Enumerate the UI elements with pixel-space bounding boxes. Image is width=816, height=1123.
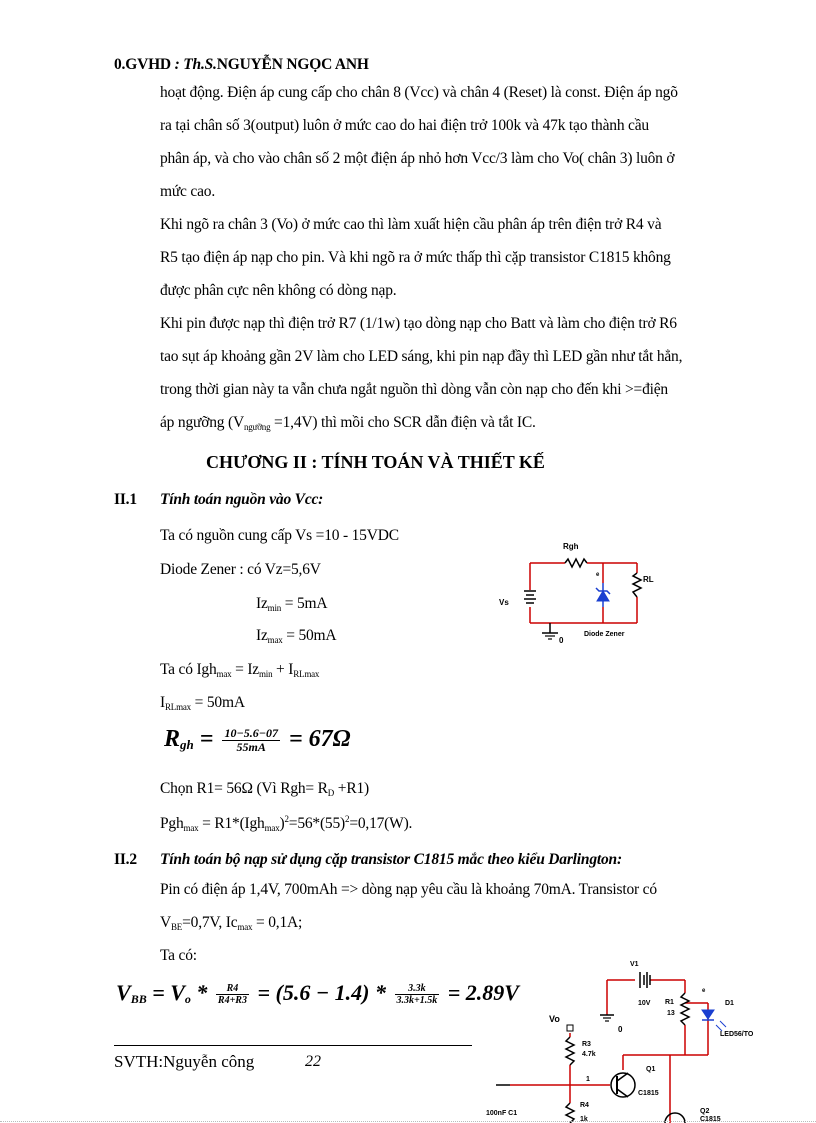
s1-line-1: Ta có nguồn cung cấp Vs =10 - 15VDC — [160, 527, 399, 544]
para3-line-4: áp ngưỡng $(V_{ngưỡng} =1,4V)$ thì mồi cho SCR dẫn điện và tắt IC. — [160, 414, 536, 432]
rgh-formula: $R_{gh}$ = $\frac{10-5.6-07}{55mA}$ = 67Ω — [164, 725, 351, 754]
q2-type: C1815 — [700, 1116, 721, 1123]
section-2-title: Tính toán bộ nạp sử dụng cặp transistor C1815 mắc theo kiểu Darlington: — [160, 851, 622, 868]
vs-label: Vs — [499, 598, 509, 607]
header — [114, 56, 369, 74]
iz-max: $Iz_{max} = 50mA$ — [256, 627, 337, 645]
svg-text:e: e — [596, 572, 600, 578]
igh-equation: Ta có $Igh_{max} = Iz_{min} + I_{RLmax}$ — [160, 661, 320, 679]
svg-text:e: e — [702, 988, 706, 994]
rgh-label: Rgh — [563, 542, 579, 551]
c1-label: 100nF C1 — [486, 1110, 518, 1117]
q1-type: C1815 — [638, 1090, 659, 1097]
para2-line-2: R5 tạo điện áp nạp cho pin. Và khi ngõ ra ở mức thấp thì cặp transistor C1815 không — [160, 249, 671, 266]
q1-label: Q1 — [646, 1066, 656, 1073]
ta-co: Ta có: — [160, 947, 197, 964]
zener-circuit-diagram — [495, 535, 670, 650]
section-1-title: Tính toán nguồn vào Vcc: — [160, 491, 324, 508]
header-title: Th.S. — [183, 56, 217, 73]
s2-line-1: Pin có điện áp 1,4V, 700mAh => dòng nạp yêu cầu là khoảng 70mA. Transistor có — [160, 881, 657, 898]
r1-label: R1 — [665, 999, 674, 1006]
page-number: 22 — [305, 1053, 321, 1070]
r1-value: 13 — [667, 1010, 675, 1017]
diode-zener-label: Diode Zener — [584, 631, 625, 638]
s2-line-2: $V_{BE}=0,7V$, $Ic_{max} = 0,1A$; — [160, 914, 303, 932]
iz-min: $Iz_{min} = 5mA$ — [256, 595, 328, 613]
rl-label: RL — [643, 575, 654, 584]
irl-equation: $I_{RLmax} = 50mA$ — [160, 694, 245, 712]
r4-label: R4 — [580, 1102, 589, 1109]
chon-r1: Chọn R1= 56Ω (Vì $Rgh= R_D +R1$) — [160, 780, 369, 798]
pgh-equation: $Pgh_{max} = R1*(Igh_{max})^2=56*(55)^2=0,17(W)$. — [160, 814, 413, 833]
ground-label-2: 0 — [618, 1025, 623, 1034]
para1-line-4: mức cao. — [160, 183, 215, 200]
para2-line-1: Khi ngõ ra chân 3 (Vo) ở mức cao thì làm xuất hiện cầu phân áp trên điện trở R4 và — [160, 216, 662, 233]
r3-label: R3 — [582, 1041, 591, 1048]
footer-student: SVTH:Nguyễn công — [114, 1052, 255, 1071]
para1-line-3: phân áp, và cho vào chân số 2 một điện áp nhỏ hơn Vcc/3 làm cho Vo( chân 3) luôn ở — [160, 150, 675, 167]
para1-line-1: hoạt động. Điện áp cung cấp cho chân 8 (Vcc) và chân 4 (Reset) là const. Điện áp ngõ — [160, 84, 678, 101]
ground-label: 0 — [559, 636, 564, 645]
section-1-number: II.1 — [114, 491, 137, 508]
vbb-formula: $V_{BB} = V_o$ * $\frac{R4}{R4+R3}$ = (5.6 − 1.4) * $\frac{3.3k}{3.3k+1.5k}$ = 2.89V — [116, 980, 519, 1007]
header-sep: : — [170, 56, 184, 73]
chapter-title: CHƯƠNG II : TÍNH TOÁN VÀ THIẾT KẾ — [206, 452, 545, 472]
para2-line-3: được phân cực nên không có dòng nạp. — [160, 282, 397, 299]
vo-label: Vo — [549, 1014, 560, 1024]
r4-value: 1k — [580, 1116, 588, 1123]
r3-value: 4.7k — [582, 1051, 596, 1058]
section-2-number: II.2 — [114, 851, 137, 868]
led-label: LED56/TO — [720, 1031, 754, 1038]
para3-line-1: Khi pin được nạp thì điện trở R7 (1/1w) tạo dòng nạp cho Batt và làm cho điện trở R6 — [160, 315, 677, 332]
para1-line-2: ra tại chân số 3(output) luôn ở mức cao do hai điện trở 100k và 47k tạo thành cầu — [160, 117, 649, 134]
d1-label: D1 — [725, 1000, 734, 1007]
v1-label: V1 — [630, 961, 639, 968]
node-1-label: 1 — [586, 1076, 590, 1083]
header-prefix: 0.GVHD — [114, 56, 171, 73]
header-name: NGUYỄN NGỌC ANH — [216, 56, 369, 73]
q2-label: Q2 — [700, 1108, 710, 1115]
s1-line-2: Diode Zener : có Vz=5,6V — [160, 561, 321, 578]
v1-value: 10V — [638, 1000, 651, 1007]
para3-line-3: trong thời gian này ta vẫn chưa ngắt nguồn thì dòng vẫn còn nạp cho đến khi >=điện — [160, 381, 668, 398]
page-bottom-edge — [0, 1121, 816, 1122]
footer-rule — [114, 1045, 472, 1046]
darlington-circuit-diagram — [480, 955, 780, 1123]
para3-line-2: tao sụt áp khoảng gần 2V làm cho LED sáng, khi pin nạp đầy thì LED gần như tắt hẳn, — [160, 348, 683, 365]
